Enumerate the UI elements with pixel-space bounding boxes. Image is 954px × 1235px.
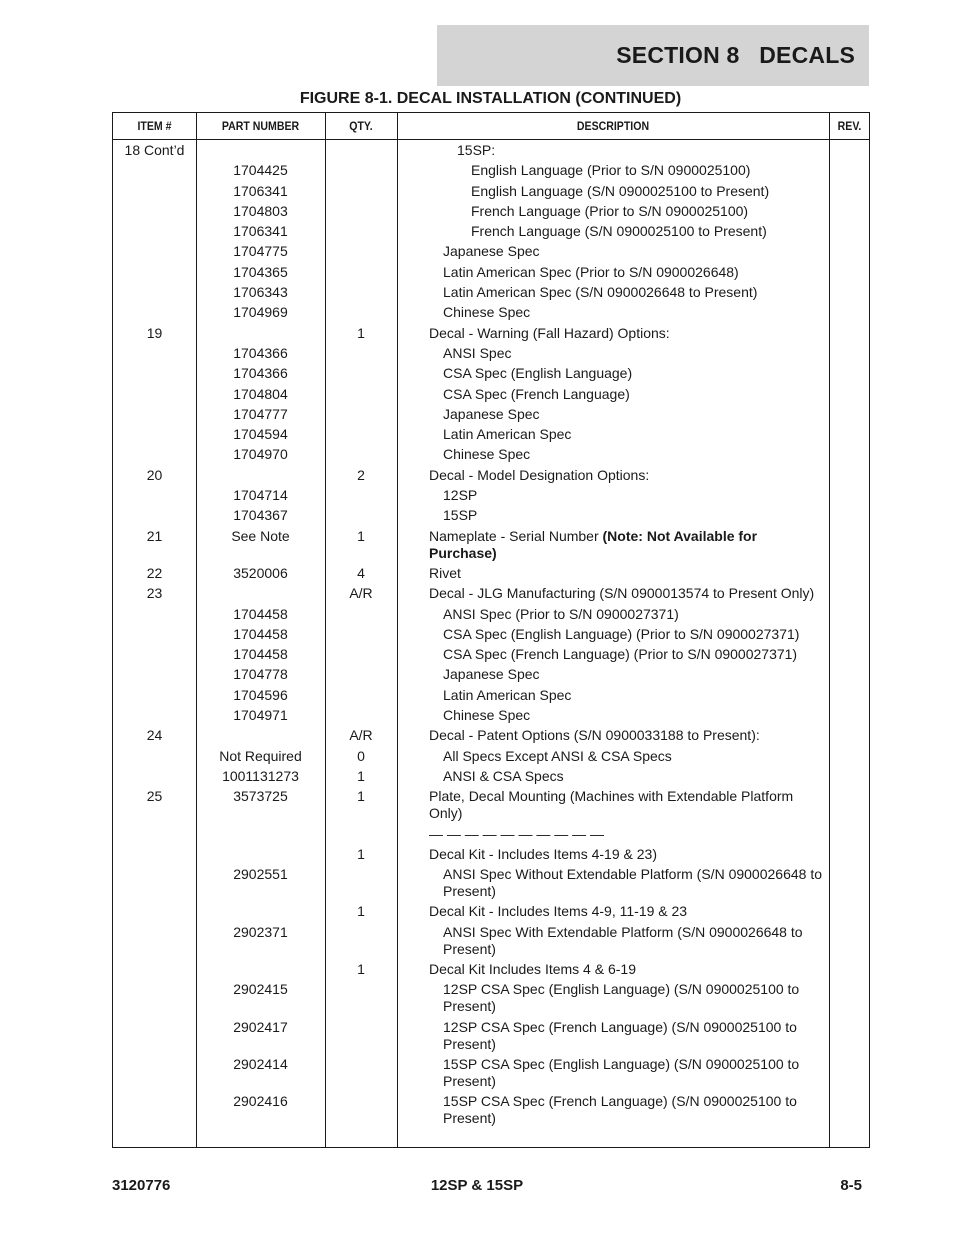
description-text: Decal Kit - Includes Items 4-19 & 23) bbox=[429, 845, 657, 862]
table-row bbox=[113, 264, 869, 284]
description bbox=[429, 585, 823, 602]
description bbox=[429, 426, 837, 443]
header-part-number: PART NUMBER bbox=[221, 119, 300, 133]
description-text: Latin American Spec bbox=[443, 686, 572, 703]
description-text: ANSI & CSA Specs bbox=[443, 767, 564, 784]
description-text: CSA Spec (English Language) (Prior to S/N 0900027371) bbox=[443, 625, 800, 642]
table-row bbox=[113, 365, 869, 385]
description-text: Decal Kit Includes Items 4 & 6-19 bbox=[429, 960, 636, 977]
description bbox=[429, 446, 837, 463]
description-text: French Language (S/N 0900025100 to Present) bbox=[471, 223, 767, 240]
table-row bbox=[113, 788, 869, 825]
description-text: Decal - Patent Options (S/N 0900033188 to Present): bbox=[429, 727, 760, 744]
table-row bbox=[113, 626, 869, 646]
description bbox=[429, 606, 837, 623]
item-number: 24 bbox=[146, 727, 163, 744]
table-row bbox=[113, 223, 869, 243]
description-text: Decal - Warning (Fall Hazard) Options: bbox=[429, 324, 670, 341]
header-item: ITEM # bbox=[137, 119, 172, 133]
description bbox=[429, 748, 837, 765]
description-text: Japanese Spec bbox=[443, 405, 540, 422]
description bbox=[429, 243, 837, 260]
table-row bbox=[113, 727, 869, 747]
description bbox=[429, 826, 823, 843]
description-text: Chinese Spec bbox=[443, 304, 531, 321]
description-text: Decal - Model Designation Options: bbox=[429, 466, 650, 483]
quantity: 4 bbox=[357, 564, 365, 581]
table-row bbox=[113, 203, 869, 223]
description-text: ANSI Spec bbox=[443, 344, 512, 361]
table-row bbox=[113, 1093, 869, 1130]
header-description: DESCRIPTION bbox=[576, 119, 650, 133]
description bbox=[429, 903, 823, 920]
description bbox=[429, 284, 837, 301]
table-row bbox=[113, 565, 869, 585]
part-number: 1001131273 bbox=[222, 767, 299, 784]
part-number: 1704803 bbox=[233, 202, 288, 219]
description bbox=[429, 203, 865, 220]
part-number: 2902371 bbox=[233, 923, 288, 940]
description-text: French Language (Prior to S/N 0900025100) bbox=[471, 202, 749, 219]
description-text: 12SP CSA Spec (French Language) (S/N 0900025100 to Present) bbox=[443, 1018, 797, 1052]
table-row bbox=[113, 406, 869, 426]
footer-doc-number: 3120776 bbox=[112, 1177, 171, 1194]
description bbox=[429, 528, 823, 562]
description bbox=[429, 183, 865, 200]
quantity: 1 bbox=[357, 767, 365, 784]
description-text: CSA Spec (French Language) (Prior to S/N 0900027371) bbox=[443, 646, 798, 663]
table-row bbox=[113, 981, 869, 1018]
part-number: 1704970 bbox=[233, 446, 288, 463]
part-number: 1704458 bbox=[233, 625, 288, 642]
part-number: 1704971 bbox=[233, 707, 288, 724]
table-body bbox=[113, 142, 869, 1130]
description-text: Latin American Spec bbox=[443, 426, 572, 443]
description-text: 15SP bbox=[443, 507, 478, 524]
description bbox=[429, 687, 837, 704]
part-number: 1704367 bbox=[233, 507, 288, 524]
description-text: 15SP CSA Spec (French Language) (S/N 0900025100 to Present) bbox=[443, 1093, 797, 1127]
table-row bbox=[113, 487, 869, 507]
item-number: 21 bbox=[146, 527, 163, 544]
part-number: 1704804 bbox=[233, 385, 288, 402]
header-qty: QTY. bbox=[349, 119, 373, 133]
description-text: Latin American Spec (Prior to S/N 0900026648) bbox=[443, 263, 739, 280]
description bbox=[429, 646, 837, 663]
part-number: 3520006 bbox=[233, 564, 288, 581]
description-note: (Note: Not Available for Purchase) bbox=[429, 527, 758, 561]
figure-title: FIGURE 8-1. DECAL INSTALLATION (CONTINUED) bbox=[299, 90, 682, 107]
description-text: Chinese Spec bbox=[443, 446, 531, 463]
description-text: Plate, Decal Mounting (Machines with Extendable Platform Only) bbox=[429, 788, 794, 822]
description-text: CSA Spec (English Language) bbox=[443, 365, 633, 382]
description bbox=[429, 961, 823, 978]
part-number: 1704458 bbox=[233, 605, 288, 622]
description-text: CSA Spec (French Language) bbox=[443, 385, 630, 402]
part-number: 3573725 bbox=[233, 788, 288, 805]
quantity: 0 bbox=[357, 747, 365, 764]
description-text: English Language (S/N 0900025100 to Present) bbox=[471, 182, 770, 199]
description bbox=[429, 467, 823, 484]
part-number: 1706343 bbox=[233, 284, 288, 301]
table-row bbox=[113, 826, 869, 846]
table-row bbox=[113, 646, 869, 666]
description bbox=[429, 345, 837, 362]
description-text: Chinese Spec bbox=[443, 707, 531, 724]
description bbox=[429, 386, 837, 403]
description-text: Rivet bbox=[429, 564, 461, 581]
item-number: 22 bbox=[146, 564, 163, 581]
table-row bbox=[113, 1019, 869, 1056]
table-row bbox=[113, 426, 869, 446]
table-row bbox=[113, 183, 869, 203]
description-text: All Specs Except ANSI & CSA Specs bbox=[443, 747, 672, 764]
table-row bbox=[113, 666, 869, 686]
item-number: 23 bbox=[146, 585, 163, 602]
part-number: 1704458 bbox=[233, 646, 288, 663]
part-number: 1704775 bbox=[233, 243, 288, 260]
table-header bbox=[113, 113, 869, 140]
description bbox=[429, 223, 865, 240]
quantity: 1 bbox=[357, 960, 365, 977]
description-text: Japanese Spec bbox=[443, 243, 540, 260]
table-row bbox=[113, 325, 869, 345]
part-number: 1704366 bbox=[233, 344, 288, 361]
item-number: 19 bbox=[146, 324, 163, 341]
table-row bbox=[113, 961, 869, 981]
part-number: 2902416 bbox=[233, 1093, 288, 1110]
table-row bbox=[113, 687, 869, 707]
table-row bbox=[113, 386, 869, 406]
description bbox=[429, 507, 837, 524]
description-text: Decal - JLG Manufacturing (S/N 0900013574 to Present Only) bbox=[429, 585, 815, 602]
table-row bbox=[113, 446, 869, 466]
description bbox=[429, 406, 837, 423]
table-row bbox=[113, 768, 869, 788]
part-number: 1704596 bbox=[233, 686, 288, 703]
description-text: ANSI Spec With Extendable Platform (S/N 0900026648 to Present) bbox=[443, 923, 803, 957]
description-text: ANSI Spec (Prior to S/N 0900027371) bbox=[443, 605, 679, 622]
item-number: 18 Cont’d bbox=[124, 142, 185, 158]
part-number: 1704777 bbox=[233, 405, 288, 422]
quantity: 2 bbox=[357, 466, 365, 483]
part-number: 2902414 bbox=[233, 1055, 288, 1072]
description bbox=[429, 142, 851, 159]
table-row bbox=[113, 846, 869, 866]
description bbox=[429, 707, 837, 724]
table-row bbox=[113, 748, 869, 768]
quantity: 1 bbox=[357, 324, 365, 341]
quantity: A/R bbox=[349, 585, 373, 602]
part-number: 2902417 bbox=[233, 1018, 288, 1035]
part-number: 1704425 bbox=[233, 162, 288, 179]
description bbox=[429, 666, 837, 683]
part-number: 1704366 bbox=[233, 365, 288, 382]
table-row bbox=[113, 866, 869, 903]
table-row bbox=[113, 243, 869, 263]
description bbox=[429, 365, 837, 382]
part-number: 1704778 bbox=[233, 666, 288, 683]
description bbox=[429, 924, 837, 958]
quantity: 1 bbox=[357, 903, 365, 920]
part-number: 2902551 bbox=[233, 866, 288, 883]
table-row bbox=[113, 162, 869, 182]
item-number: 20 bbox=[146, 466, 163, 483]
table-row bbox=[113, 345, 869, 365]
table-row bbox=[113, 467, 869, 487]
quantity: A/R bbox=[349, 727, 373, 744]
quantity: 1 bbox=[357, 788, 365, 805]
description bbox=[429, 768, 837, 785]
description bbox=[429, 162, 865, 179]
description bbox=[429, 727, 823, 744]
description-text: Japanese Spec bbox=[443, 666, 540, 683]
description bbox=[429, 325, 823, 342]
description-text: — — — — — — — — — — bbox=[429, 825, 605, 842]
table-row bbox=[113, 606, 869, 626]
description bbox=[429, 866, 837, 900]
description-text: English Language (Prior to S/N 0900025100) bbox=[471, 162, 751, 179]
description bbox=[429, 304, 837, 321]
description bbox=[429, 1056, 837, 1090]
description-text: 12SP bbox=[443, 487, 478, 504]
table-row bbox=[113, 707, 869, 727]
description-text: 15SP CSA Spec (English Language) (S/N 0900025100 to Present) bbox=[443, 1055, 800, 1089]
table-row bbox=[113, 903, 869, 923]
description bbox=[429, 846, 823, 863]
description-text: 15SP: bbox=[457, 142, 496, 158]
description bbox=[429, 981, 837, 1015]
table-row bbox=[113, 284, 869, 304]
part-number: 1706341 bbox=[233, 182, 288, 199]
table-row bbox=[113, 585, 869, 605]
quantity: 1 bbox=[357, 845, 365, 862]
parts-table bbox=[112, 112, 870, 1148]
header-rev: REV. bbox=[837, 119, 862, 133]
table-row bbox=[113, 1056, 869, 1093]
description bbox=[429, 264, 837, 281]
description-text: Decal Kit - Includes Items 4-9, 11-19 & 23 bbox=[429, 903, 688, 920]
description-text: Latin American Spec (S/N 0900026648 to Present) bbox=[443, 284, 758, 301]
description-text: 12SP CSA Spec (English Language) (S/N 0900025100 to Present) bbox=[443, 981, 800, 1015]
part-number: 1706341 bbox=[233, 223, 288, 240]
table-row bbox=[113, 142, 869, 162]
description bbox=[429, 1093, 837, 1127]
part-number: 1704714 bbox=[233, 487, 288, 504]
quantity: 1 bbox=[357, 527, 365, 544]
description bbox=[429, 1019, 837, 1053]
footer-model: 12SP & 15SP bbox=[430, 1177, 524, 1194]
part-number: Not Required bbox=[219, 747, 302, 764]
item-number: 25 bbox=[146, 788, 163, 805]
description bbox=[429, 487, 837, 504]
part-number: 1704365 bbox=[233, 263, 288, 280]
section-title: SECTION 8 DECALS bbox=[616, 42, 855, 68]
table-row bbox=[113, 528, 869, 565]
description bbox=[429, 626, 837, 643]
table-row bbox=[113, 507, 869, 527]
section-header bbox=[437, 25, 869, 86]
description bbox=[429, 565, 823, 582]
part-number: 1704594 bbox=[233, 426, 288, 443]
part-number: 1704969 bbox=[233, 304, 288, 321]
description-text: ANSI Spec Without Extendable Platform (S/N 0900026648 to Present) bbox=[443, 866, 822, 900]
description-text: Nameplate - Serial Number bbox=[429, 527, 603, 544]
part-number: 2902415 bbox=[233, 981, 288, 998]
table-row bbox=[113, 304, 869, 324]
description bbox=[429, 788, 823, 822]
part-number: See Note bbox=[231, 527, 290, 544]
footer-page-number: 8-5 bbox=[840, 1177, 862, 1194]
table-row bbox=[113, 924, 869, 961]
